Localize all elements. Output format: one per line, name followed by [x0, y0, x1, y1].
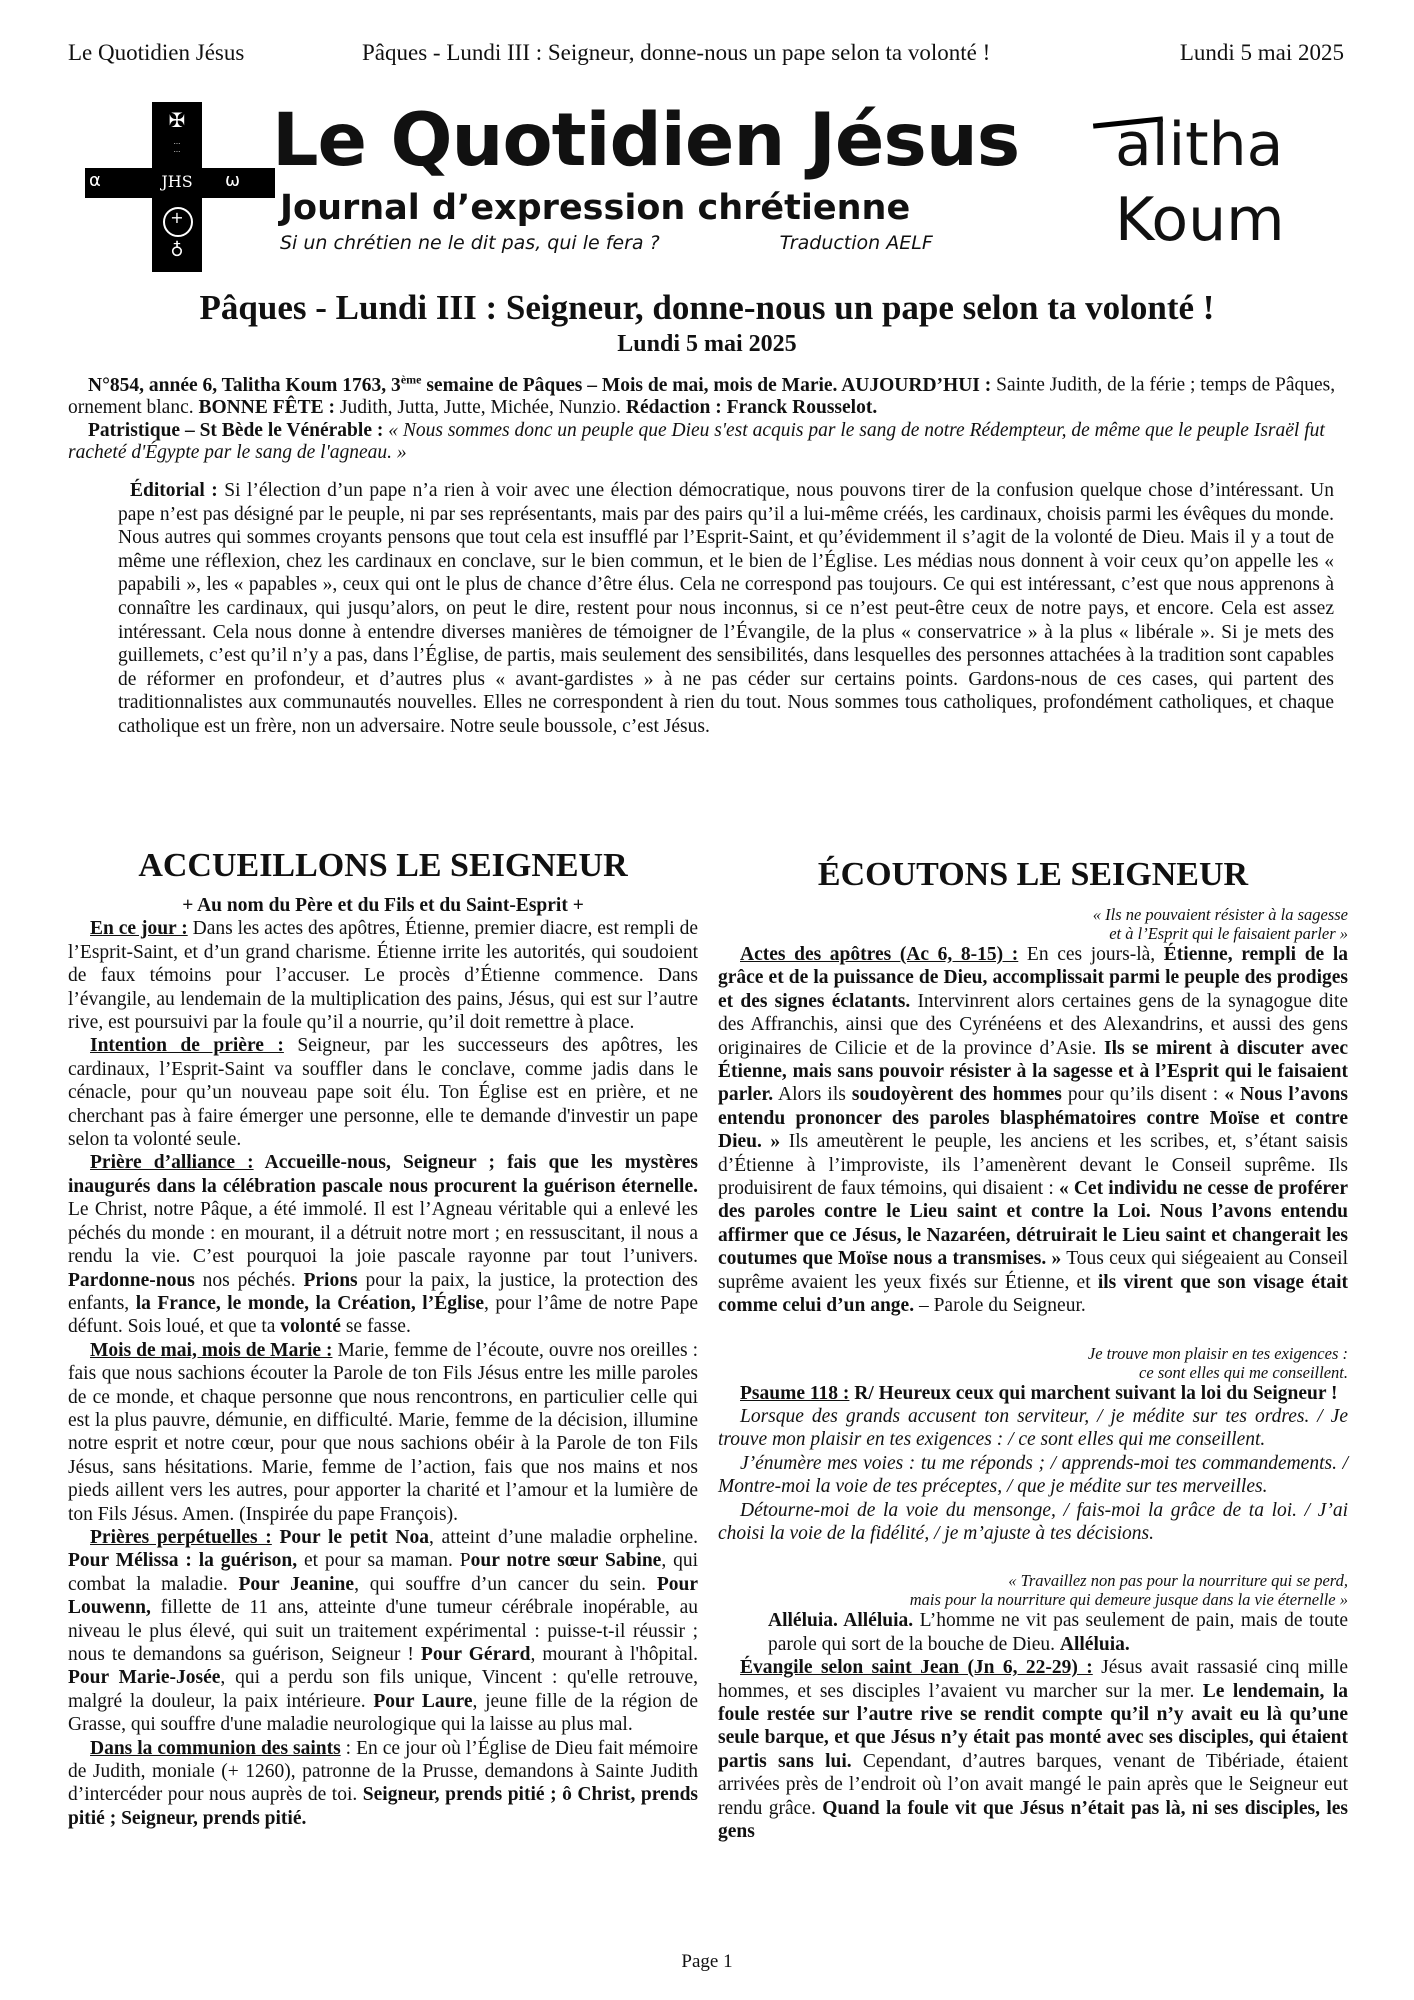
running-header-right: Lundi 5 mai 2025 — [1179, 40, 1344, 65]
talitha-line1: alitha — [1115, 110, 1284, 180]
masthead — [85, 100, 1345, 300]
running-header-left: Le Quotidien Jésus — [68, 40, 245, 65]
evangile-reading: Évangile selon saint Jean (Jn 6, 22-29) : Jésus avait rassasié cinq mille hommes, et ses disciples l’avaient vu marcher sur la mer. Le lendemain, la foule restée sur l’autre rive se rendit compte qu’il n’y avait eu là qu’une seule barque, et que Jésus n’y était pas monté avec ses disciples, qui étaient partis sans lui. Cependant, d’autres barques, venant de Tibériade, étaient arrivées près de l’endroit où l’on avait mangé le pain après que le Seigneur eut rendu grâce. Quand la foule vit que Jésus n’était pas là, ni ses disciples, les gens — [718, 1657, 1349, 1842]
sign-of-cross: + Au nom du Père et du Fils et du Saint-Esprit + — [182, 895, 584, 916]
communion-des-saints: Dans la communion des saints : En ce jour où l’Église de Dieu fait mémoire de Judith, moniale (+ 1260), patronne de la Prusse, demandons à Sainte Judith d’intercéder pour nous auprès de toi. Seigneur, prends pitié ; ô Christ, prends pitié ; Seigneur, prends pitié. — [68, 1737, 698, 1829]
editorial-label: Éditorial : — [130, 480, 218, 501]
alleluia: Alléluia. Alléluia. L’homme ne vit pas seulement de pain, mais de toute parole qui sort de la bouche de Dieu. Alléluia. — [768, 1610, 1348, 1655]
page-number: Page 1 — [681, 1951, 733, 1972]
mois-de-marie: Mois de mai, mois de Marie : Marie, femme de l’écoute, ouvre nos oreilles : fais que nous sachions écouter la Parole de ton Fils Jésus entre les mille paroles de ce monde, et chaque personne que nous rencontrons, en particulier celle qui est la plus pauvre, démunie, en difficulté. Marie, femme de la décision, illumine notre esprit et notre cœur, pour que nous sachions obéir à la Parole de ton Fils Jésus, sans hésitations. Marie, femme de l’action, fais que nos mains et nos pieds aillent vers les autres, pour apporter la charité et l’amour et la lumière de ton Fils Jésus. Amen. (Inspirée du pape François). — [68, 1339, 699, 1525]
cross-omega: ω — [225, 170, 241, 191]
masthead-subtitle: Journal d’expression chrétienne — [280, 188, 911, 228]
actes-reading: Actes des apôtres (Ac 6, 8-15) : En ces jours-là, Étienne, rempli de la grâce et de la puissance de Dieu, accomplissait parmi le peuple des prodiges et des signes éclatants. Intervinrent alors certaines gens de la synagogue dite des Affranchis, ainsi que des Cyrénéens et des Alexandrins, et aussi des gens originaires de Cilicie et de la province d’Asie. Ils se mirent à discuter avec Étienne, mais sans pouvoir résister à la sagesse et à l’Esprit qui le faisaient parler. Alors ils soudoyèrent des hommes pour qu’ils disent : « Nous l’avons entendu prononcer des paroles blasphématoires contre Moïse et contre Dieu. » Ils ameutèrent le peuple, les anciens et les scribes, et, s’étant saisis d’Étienne à l’improviste, ils l’amenèrent devant le Conseil suprême. Ils produisirent de faux témoins, qui disaient : « Cet individu ne cesse de proférer des paroles contre le Lieu saint et contre la Loi. Nous l’avons entendu affirmer que ce Jésus, le Nazaréen, détruirait le Lieu saint et changerait les coutumes que Moïse nous a transmises. » Tous ceux qui siégeaient au Conseil suprême avaient les yeux fixés sur Étienne, et ils virent que son visage était comme celui d’un ange. – Parole du Seigneur. — [718, 944, 1348, 1317]
left-column — [68, 846, 698, 1830]
prieres-perpetuelles: Prières perpétuelles : Pour le petit Noa, atteint d’une maladie orpheline. Pour Mélissa : la guérison, et pour sa maman. Pour notre sœur Sabine, qui combat la maladie. Pour Jeanine, qui souffre d’un cancer du sein. Pour Louwenn, fillette de 11 ans, atteinte d'une tumeur cérébrale inopérable, au niveau le plus élevé, qui suit un traitement expérimental : puisse-t-il réussir ; nous te demandons sa guérison, Seigneur ! Pour Gérard, mourant à l'hôpital. Pour Marie-Josée, qui a perdu son fils unique, Vincent : qu'elle retrouve, malgré la douleur, la paix intérieure. Pour Laure, jeune fille de la région de Grasse, qui souffre d'une maladie neurologique qui la laisse au plus mal. — [68, 1526, 699, 1736]
talitha-koum-logo — [1085, 100, 1335, 270]
epigraph-evangile: « Travaillez non pas pour la nourriture qui se perd, mais pour la nourriture qui demeure jusque dans la vie éternelle » — [909, 1571, 1348, 1610]
issue-meta: N°854, année 6, Talitha Koum 1763, 3ème semaine de Pâques – Mois de mai, mois de Marie. AUJOURD’HUI : Sainte Judith, de la férie ; temps de Pâques, ornement blanc. BONNE FÊTE : Judith, Jutta, Jutte, Michée, Nunzio. Rédaction : Franck Rousselot. Patristique – St Bède le Vénérable : « Nous sommes donc un peuple que Dieu s'est acquis par le sang de notre Rédempteur, de même que le peuple Israël fut racheté d'Égypte par le sang de l'agneau. » — [68, 372, 1336, 463]
running-header-center: Pâques - Lundi III : Seigneur, donne-nous un pape selon ta volonté ! — [362, 40, 991, 65]
right-heading: ÉCOUTONS LE SEIGNEUR — [817, 856, 1249, 893]
headline: Pâques - Lundi III : Seigneur, donne-nous un pape selon ta volonté ! — [199, 288, 1215, 327]
issue-date: Lundi 5 mai 2025 — [617, 331, 797, 357]
epigraph-actes: « Ils ne pouvaient résister à la sagesse et à l’Esprit qui le faisaient parler » — [1092, 905, 1348, 943]
brand — [272, 96, 1152, 254]
psalm: Psaume 118 : R/ Heureux ceux qui marchent suivant la loi du Seigneur ! Lorsque des grands accusent ton serviteur, / je médite sur tes ordres. / Je trouve mon plaisir en tes exigences : / ce sont elles qui me conseillent. J’énumère mes voies : tu me réponds ; / apprends-moi tes commandements. / Montre-moi la voie de tes préceptes, / que je médite sur tes merveilles. Détourne-moi de la voie du mensonge, / fais-moi la grâce de ta loi. / J’ai choisi la voie de la fidélité, / je m’ajuste à tes décisions. — [718, 1382, 1348, 1544]
masthead-title: Le Quotidien Jésus — [272, 98, 1020, 183]
running-header — [68, 40, 1344, 70]
right-column — [718, 855, 1348, 1843]
masthead-tagline: Si un chrétien ne le dit pas, qui le fera ? Traduction AELF — [280, 232, 933, 254]
alliance: Prière d’alliance : Accueille-nous, Seigneur ; fais que les mystères inaugurés dans la célébration pascale nous procurent la guérison éternelle. Le Christ, notre Pâque, a été immolé. Il est l’Agneau véritable qui a enlevé les péchés du monde : en mourant, il a détruit notre mort ; en ressuscitant, il nous a rendu la vie. C’est pourquoi la joie pascale rayonne par tout l’univers. Pardonne-nous nos péchés. Prions pour la paix, la justice, la protection des enfants, la France, le monde, la Création, l’Église, pour l’âme de notre Pape défunt. Sois loué, et que ta volonté se fasse. — [68, 1152, 698, 1338]
epigraph-psaume: Je trouve mon plaisir en tes exigences : ce sont elles qui me conseillent. — [1087, 1343, 1348, 1382]
left-heading: ACCUEILLONS LE SEIGNEUR — [138, 847, 628, 884]
ce-jour: En ce jour : Dans les actes des apôtres, Étienne, premier diacre, est rempli de l’Esprit-Saint, et d’un grand charisme. Étienne irrite les autorités, qui soudoient de faux témoins pour l’accuser. Le procès d’Étienne commence. Dans l’évangile, au lendemain de la multiplication des pains, Jésus, qui est sur l’autre rive, est poursuivi par la foule qu’il a nourrie, qu’il doit remettre à place. — [68, 918, 699, 1034]
cross-alpha: α — [89, 170, 101, 191]
cross-logo-icon: ✠ ··· ··· α JHS ω + ♁ — [85, 100, 275, 275]
editorial-text: Si l’élection d’un pape n’a rien à voir avec une élection démocratique, nous pouvons tirer de la confusion quelque chose d’intéressant. Un pape n’est pas désigné par le peuple, ni par ses représentants, mais par des pairs qu’il a lui-même créés, les cardinaux, choisis parmi les évêques du monde. Nous autres qui sommes croyants pensons que tout cela est insufflé par l’Esprit-Saint, et qu’évidemment il s’agit de la volonté de Dieu. Mais il y a tout de même une réflexion, chez les cardinaux en conclave, sur le bien commun, et le bien de l’Église. Les médias nous donnent à voir ceux qu’on appelle les « papabili », les « papables », ceux qui ont le plus de chance d’être élus. Cela ne correspond pas toujours. Ce qui est intéressant, c’est que nous apprenons à connaître les cardinaux, qui jusqu’alors, on peut le dire, restent pour nous inconnus, si ce n’est peut-être ceux de notre pays, et encore. Cela est assez intéressant. Cela nous donne à entendre diverses manières de témoigner de l’Évangile, de la plus « conservatrice » à la plus « libérale ». Si je mets des guillemets, c’est qu’il n’y a pas, dans l’Église, de partis, mais seulement des sensibilités, dans lesquelles des personnes attachées à la tradition sont capables de réformer en profondeur, et d’autres plus « avant-gardistes » à ne pas céder sur certains points. Gardons-nous de ces cases, qui partent des traditionnalistes aux communautés nouvelles. Elles ne correspondent à rien du tout. Nous sommes tous catholiques, profondément catholiques, et chaque catholique est un frère, non un adversaire. Notre seule boussole, c’est Jésus. — [118, 480, 1334, 737]
cross-ihs: JHS — [161, 172, 193, 191]
editorial — [118, 479, 1334, 739]
intention: Intention de prière : Seigneur, par les successeurs des apôtres, les cardinaux, l’Esprit-Saint va souffler dans le conclave, comme jadis dans le cénacle, pour qu’un nouveau pape soit élu. Ton Église est en prière, et ne cherchant pas à faire émerger une personne, elle te demande d'investir un pape selon ta volonté seule. — [68, 1035, 698, 1151]
talitha-line2: Koum — [1115, 185, 1285, 255]
masthead-translation: Traduction AELF — [779, 232, 933, 254]
